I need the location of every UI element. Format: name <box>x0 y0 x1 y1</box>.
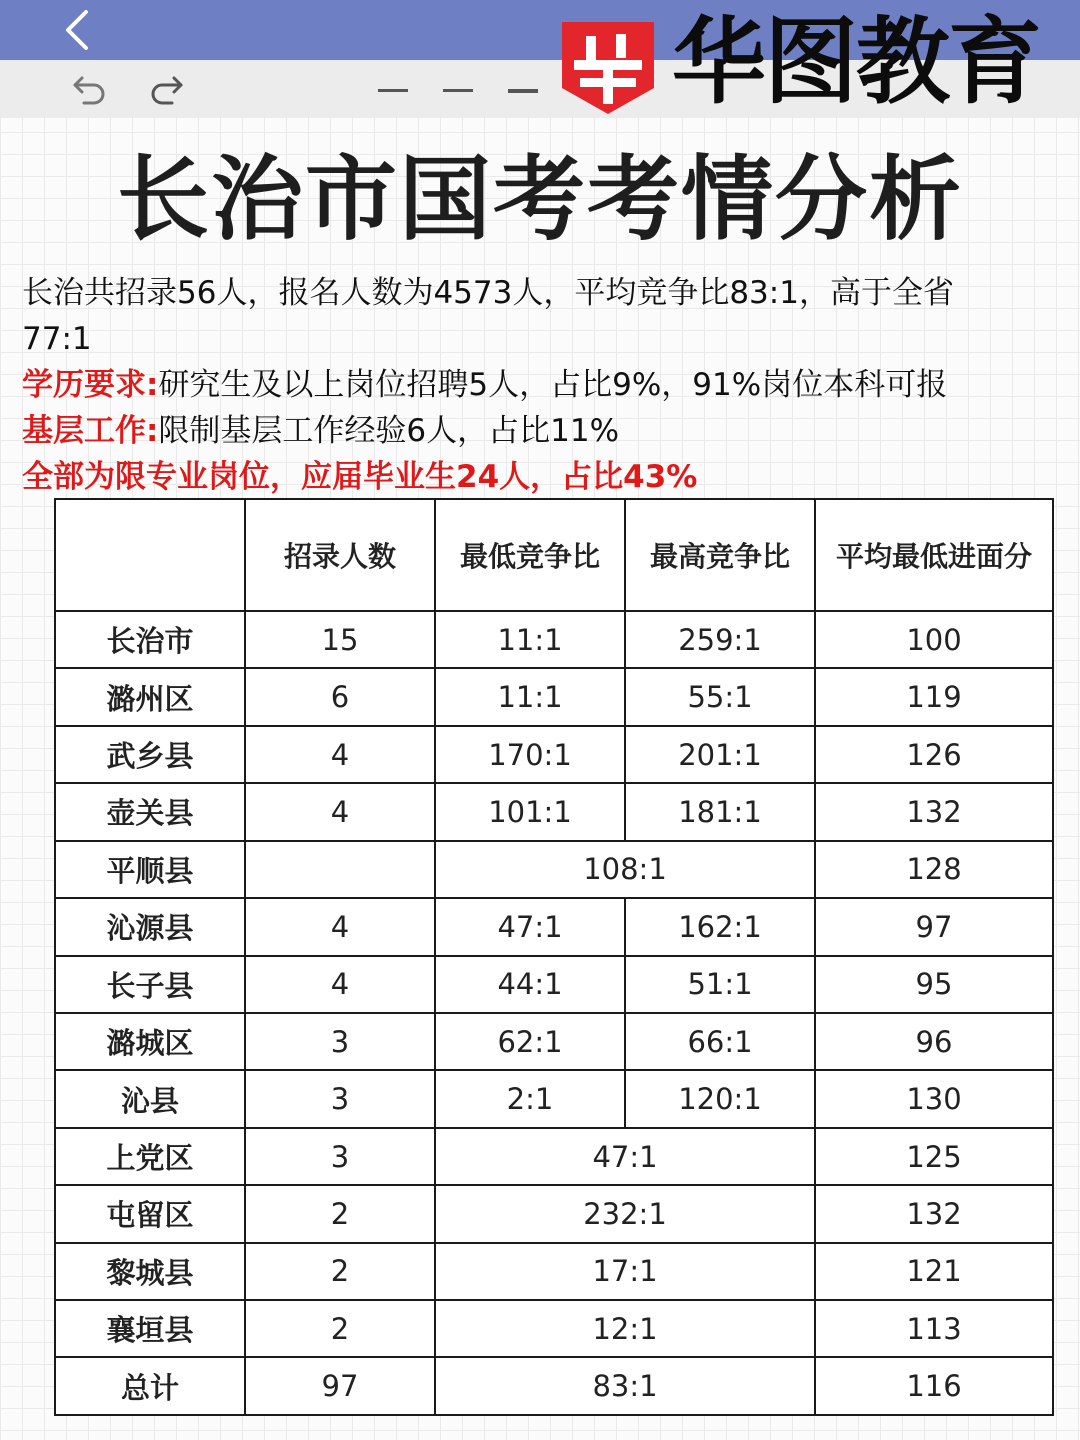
row-score: 132 <box>815 1185 1053 1242</box>
education-text: 研究生及以上岗位招聘5人，占比9%，91%岗位本科可报 <box>158 367 948 403</box>
grassroots-requirement <box>22 408 619 454</box>
row-count: 2 <box>245 1243 435 1300</box>
header-avg-score: 平均最低进面分 <box>815 499 1053 611</box>
row-score: 132 <box>815 783 1053 840</box>
row-score: 97 <box>815 898 1053 955</box>
table-row <box>55 1243 1053 1300</box>
table-header-row <box>55 499 1053 611</box>
header-blank <box>55 499 245 611</box>
row-min-ratio: 170:1 <box>435 726 625 783</box>
row-name: 总计 <box>55 1357 245 1415</box>
row-merged-ratio: 83:1 <box>435 1357 815 1415</box>
row-name: 长治市 <box>55 611 245 668</box>
row-count: 4 <box>245 956 435 1013</box>
pen-thick-icon[interactable] <box>508 89 538 93</box>
row-max-ratio: 66:1 <box>625 1013 815 1070</box>
row-name: 上党区 <box>55 1128 245 1185</box>
row-min-ratio: 2:1 <box>435 1070 625 1127</box>
row-count: 3 <box>245 1128 435 1185</box>
back-icon[interactable] <box>58 8 98 52</box>
row-min-ratio: 11:1 <box>435 611 625 668</box>
row-max-ratio: 181:1 <box>625 783 815 840</box>
table-row <box>55 1128 1053 1185</box>
row-score: 119 <box>815 668 1053 725</box>
row-min-ratio: 101:1 <box>435 783 625 840</box>
row-score: 116 <box>815 1357 1053 1415</box>
row-max-ratio: 51:1 <box>625 956 815 1013</box>
row-max-ratio: 201:1 <box>625 726 815 783</box>
table-total-row <box>55 1357 1053 1415</box>
row-count: 3 <box>245 1070 435 1127</box>
row-name: 潞城区 <box>55 1013 245 1070</box>
row-score: 100 <box>815 611 1053 668</box>
table-row <box>55 1070 1053 1127</box>
row-name: 长子县 <box>55 956 245 1013</box>
row-name: 襄垣县 <box>55 1300 245 1357</box>
row-score: 125 <box>815 1128 1053 1185</box>
row-merged-ratio: 232:1 <box>435 1185 815 1242</box>
table-row <box>55 956 1053 1013</box>
row-merged-ratio: 108:1 <box>435 841 815 898</box>
row-merged-ratio: 12:1 <box>435 1300 815 1357</box>
table-row <box>55 1013 1053 1070</box>
education-label: 学历要求: <box>22 367 159 403</box>
row-name: 潞州区 <box>55 668 245 725</box>
summary-line-2: 77:1 <box>22 321 92 357</box>
row-score: 113 <box>815 1300 1053 1357</box>
row-name: 屯留区 <box>55 1185 245 1242</box>
row-count: 15 <box>245 611 435 668</box>
pen-medium-icon[interactable] <box>443 89 473 92</box>
row-name: 壶关县 <box>55 783 245 840</box>
row-name: 平顺县 <box>55 841 245 898</box>
table-row <box>55 898 1053 955</box>
exam-stats-table <box>54 498 1054 1416</box>
row-min-ratio: 47:1 <box>435 898 625 955</box>
row-count <box>245 841 435 898</box>
table-row <box>55 668 1053 725</box>
row-merged-ratio: 47:1 <box>435 1128 815 1185</box>
brand-name: 华图教育 <box>672 8 1041 117</box>
table-row <box>55 611 1053 668</box>
row-count: 2 <box>245 1300 435 1357</box>
row-min-ratio: 44:1 <box>435 956 625 1013</box>
row-score: 128 <box>815 841 1053 898</box>
huatu-logo-icon <box>558 18 658 116</box>
row-max-ratio: 55:1 <box>625 668 815 725</box>
row-name: 沁源县 <box>55 898 245 955</box>
row-min-ratio: 11:1 <box>435 668 625 725</box>
header-count: 招录人数 <box>245 499 435 611</box>
row-name: 沁县 <box>55 1070 245 1127</box>
table-row <box>55 1300 1053 1357</box>
row-count: 3 <box>245 1013 435 1070</box>
row-max-ratio: 259:1 <box>625 611 815 668</box>
row-score: 126 <box>815 726 1053 783</box>
redo-icon[interactable] <box>146 72 186 108</box>
row-count: 4 <box>245 726 435 783</box>
row-score: 121 <box>815 1243 1053 1300</box>
row-count: 97 <box>245 1357 435 1415</box>
header-max-ratio: 最高竞争比 <box>625 499 815 611</box>
table-row <box>55 783 1053 840</box>
table-row <box>55 841 1053 898</box>
grassroots-label: 基层工作: <box>22 413 159 449</box>
row-min-ratio: 62:1 <box>435 1013 625 1070</box>
row-count: 6 <box>245 668 435 725</box>
row-name: 武乡县 <box>55 726 245 783</box>
row-count: 4 <box>245 783 435 840</box>
undo-icon[interactable] <box>70 72 110 108</box>
row-score: 96 <box>815 1013 1053 1070</box>
education-requirement <box>22 362 947 408</box>
row-max-ratio: 162:1 <box>625 898 815 955</box>
row-max-ratio: 120:1 <box>625 1070 815 1127</box>
row-count: 2 <box>245 1185 435 1242</box>
header-min-ratio: 最低竞争比 <box>435 499 625 611</box>
row-score: 95 <box>815 956 1053 1013</box>
page-title: 长治市国考考情分析 <box>116 146 963 253</box>
pen-thin-icon[interactable] <box>378 89 408 92</box>
table-row <box>55 726 1053 783</box>
row-merged-ratio: 17:1 <box>435 1243 815 1300</box>
summary-line-1: 长治共招录56人，报名人数为4573人，平均竞争比83:1，高于全省 <box>22 275 954 311</box>
table-row <box>55 1185 1053 1242</box>
row-count: 4 <box>245 898 435 955</box>
major-note: 全部为限专业岗位，应届毕业生24人，占比43% <box>22 459 698 495</box>
row-score: 130 <box>815 1070 1053 1127</box>
row-name: 黎城县 <box>55 1243 245 1300</box>
grassroots-text: 限制基层工作经验6人，占比11% <box>158 413 620 449</box>
